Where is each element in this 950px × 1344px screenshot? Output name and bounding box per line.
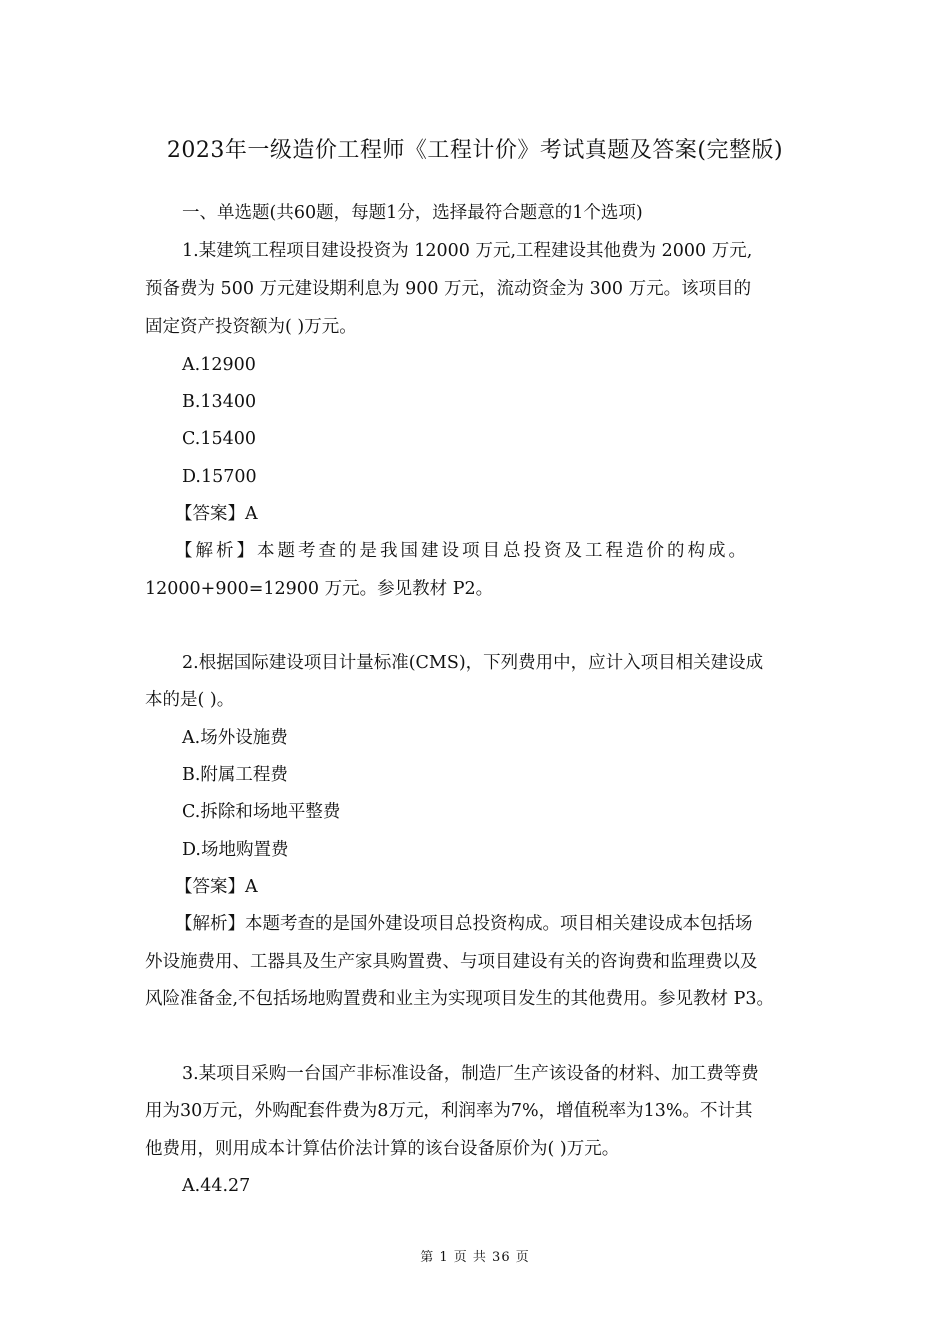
question-2-option-c: C.拆除和场地平整费 [182,802,341,822]
question-1-line-2: 预备费为 500 万元建设期利息为 900 万元，流动资金为 300 万元。该项目的 [145,279,752,299]
question-3-line-3: 他费用，则用成本计算估价法计算的该台设备原价为( )万元。 [145,1139,620,1159]
question-1-option-a: A.12900 [182,355,256,375]
question-1-line-3: 固定资产投资额为( )万元。 [145,317,357,337]
document-title: 2023年一级造价工程师《工程计价》考试真题及答案(完整版) [166,138,784,163]
question-3-line-2: 用为30万元，外购配套件费为8万元，利润率为7%，增值税率为13%。不计其 [145,1101,753,1121]
question-1-line-1: 1.某建筑工程项目建设投资为 12000 万元,工程建设其他费为 2000 万元, [182,241,753,261]
question-1-analysis-line-1: 【解析】本题考查的是我国建设项目总投资及工程造价的构成。 [175,541,749,561]
question-2-analysis-line-2: 外设施费用、工器具及生产家具购置费、与项目建设有关的咨询费和监理费以及 [145,952,758,972]
question-3-option-a: A.44.27 [182,1176,251,1196]
question-2-line-2: 本的是( )。 [145,690,235,710]
question-1-option-d: D.15700 [182,467,257,487]
question-2-option-d: D.场地购置费 [182,840,289,860]
question-1-analysis-line-2: 12000+900=12900 万元。参见教材 P2。 [145,579,494,599]
question-2-option-b: B.附属工程费 [182,765,288,785]
question-1-option-c: C.15400 [182,429,256,449]
section-heading: 一、单选题(共60题，每题1分，选择最符合题意的1个选项) [182,203,643,223]
page-footer: 第 1 页 共 36 页 [420,1250,530,1265]
question-1-option-b: B.13400 [182,392,257,412]
question-2-line-1: 2.根据国际建设项目计量标准(CMS)，下列费用中，应计入项目相关建设成 [182,653,764,673]
question-2-answer: 【答案】A [175,877,258,897]
question-2-analysis-line-1: 【解析】本题考查的是国外建设项目总投资构成。项目相关建设成本包括场 [175,914,753,934]
question-2-option-a: A.场外设施费 [182,728,288,748]
question-2-analysis-line-3: 风险准备金,不包括场地购置费和业主为实现项目发生的其他费用。参见教材 P3。 [145,989,775,1009]
question-3-line-1: 3.某项目采购一台国产非标准设备，制造厂生产该设备的材料、加工费等费 [182,1064,759,1084]
question-1-answer: 【答案】A [175,504,258,524]
